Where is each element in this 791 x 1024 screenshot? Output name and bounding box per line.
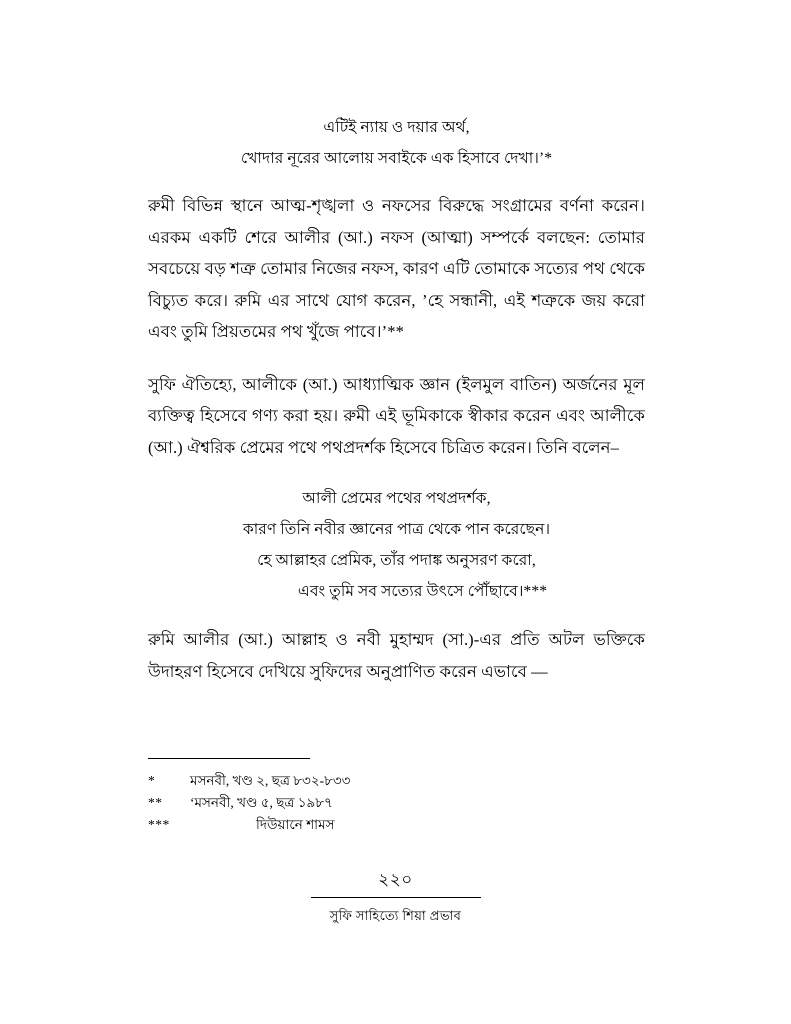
footnote-separator-rule <box>148 758 310 759</box>
spacer <box>148 607 645 624</box>
footnote-item <box>148 792 648 814</box>
body-paragraph-3: রুমি আলীর (আ.) আল্লাহ ও নবী মুহাম্মদ (সা.)-এর প্রতি অটল ভক্তিকে উদাহরণ হিসেবে দেখিয়ে সুফিদের অনুপ্রাণিত করেন এভাবে — <box>148 630 645 681</box>
top-margin-spacer <box>148 0 645 112</box>
footnote-text: দিউয়ানে শামস <box>256 817 335 832</box>
verse-line: কারণ তিনি নবীর জ্ঞানের পাত্র থেকে পান করেছেন। <box>242 521 551 538</box>
footnote-item <box>148 770 648 792</box>
footnote-marker: * <box>148 773 156 788</box>
verse-line: এটিই ন্যায় ও দয়ার অর্থ, <box>323 119 470 136</box>
page-footer <box>0 868 791 926</box>
spacer <box>148 463 645 483</box>
verse-block-opening <box>148 112 645 174</box>
verse-block-quotation <box>148 483 645 607</box>
verse-line: হে আল্লাহর প্রেমিক, তাঁর পদাঙ্ক অনুসরণ করো, <box>257 552 536 569</box>
footer-book-title: সুফি সাহিত্যে শিয়া প্রভাব <box>329 908 462 923</box>
verse-line: খোদার নূরের আলোয় সবাইকে এক হিসাবে দেখা।’* <box>240 150 553 167</box>
verse-line: এবং তুমি সব সত্যের উৎসে পৌঁছাবে।*** <box>297 583 548 600</box>
footnote-item <box>148 814 648 836</box>
footer-separator-rule <box>311 897 481 898</box>
body-paragraph-2: সুফি ঐতিহ্যে, আলীকে (আ.) আধ্যাত্মিক জ্ঞান (ইলমুল বাতিন) অর্জনের মূল ব্যক্তিত্ব হিসেবে গণ্য করা হয়। রুমী এই ভূমিকাকে স্বীকার করেন এবং আলীকে (আ.) ঐশ্বরিক প্রেমের পথে পথপ্রদর্শক হিসেবে চিত্রিত করেন। তিনি বলেন– <box>148 374 645 457</box>
verse-line: আলী প্রেমের পথের পথপ্রদর্শক, <box>302 490 491 507</box>
footnote-marker: *** <box>148 817 170 832</box>
page-content <box>148 0 645 687</box>
footnotes-section <box>148 758 648 836</box>
footnote-text: মসনবী, খণ্ড ২, ছত্র ৮৩২-৮৩৩ <box>190 773 351 788</box>
page-number: ২২০ <box>378 870 413 889</box>
footnote-text: ‘মসনবী, খণ্ড ৫, ছত্র ১৯৮৭ <box>190 795 333 810</box>
spacer <box>148 174 645 190</box>
body-paragraph-1: রুমী বিভিন্ন স্থানে আত্ম-শৃঙ্খলা ও নফসের বিরুদ্ধে সংগ্রামের বর্ণনা করেন। এরকম একটি শেরে আলীর (আ.) নফস (আত্মা) সম্পর্কে বলছেন: তোমার সবচেয়ে বড় শত্রু তোমার নিজের নফস, কারণ এটি তোমাকে সত্যের পথ থেকে বিচ্যুত করে। রুমি এর সাথে যোগ করেন, ’হে সন্ধানী, এই শত্রুকে জয় করো এবং তুমি প্রিয়তমের পথ খুঁজে পাবে।’** <box>148 196 645 341</box>
spacer <box>148 348 645 369</box>
footnote-marker: ** <box>148 795 163 810</box>
